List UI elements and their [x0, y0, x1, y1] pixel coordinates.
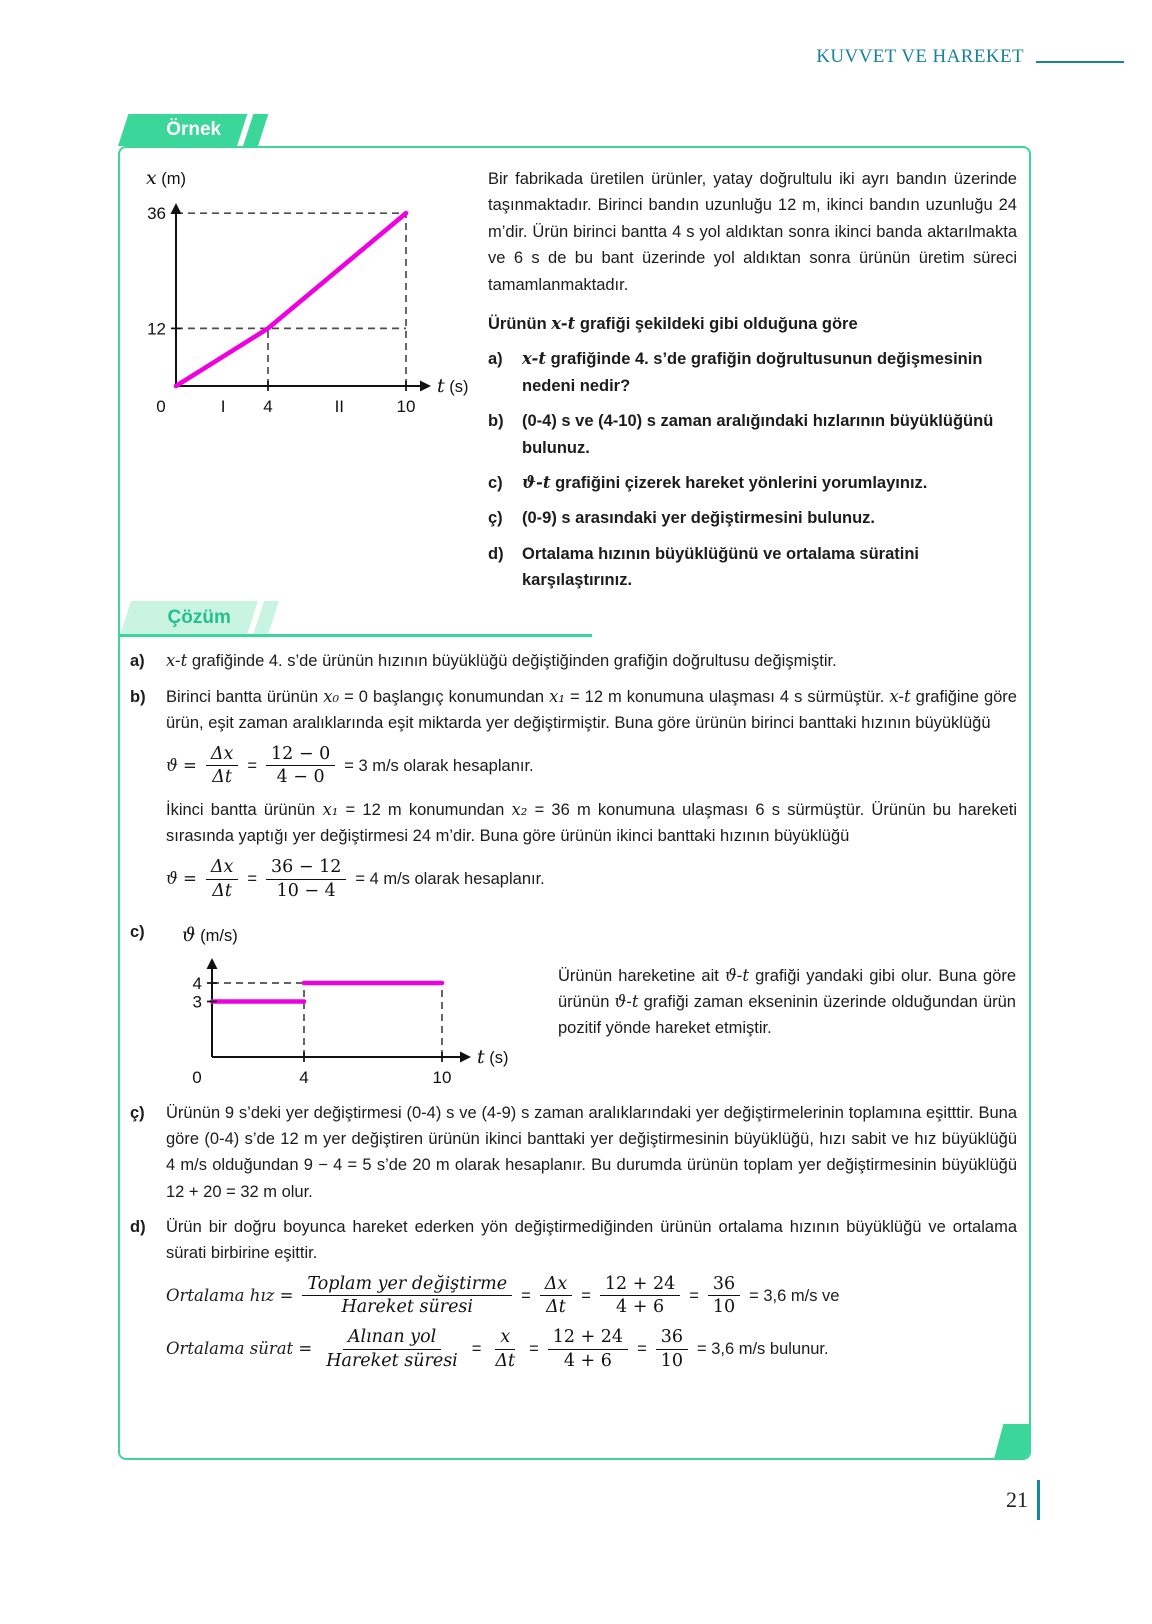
svg-text:0: 0	[192, 1068, 202, 1088]
problem-statement: Bir fabrikada üretilen ürünler, yatay doğrultulu iki ayrı bandın üzerinde taşınmaktadır. Birinci bandın uzunluğu 12 m, ikinci bandın uzunluğu 24 m’dir. Ürün birinci bantta 4 s yol aldıktan sonra ikinci banda aktarılmakta ve 6 s de bu bant üzerinde yol aldıktan sonra ürünün üretim süreci tamamlanmaktadır.	[488, 170, 1017, 294]
solution-text	[166, 684, 1017, 911]
question-item-b	[488, 408, 1017, 461]
question-text: Ortalama hızının büyüklüğünü ve ortalama süratini karşılaştırınız.	[522, 544, 919, 590]
chapter-header	[816, 46, 1124, 68]
chapter-title: KUVVET VE HAREKET	[816, 46, 1024, 67]
question-item-c	[488, 470, 1017, 496]
question-label: ç)	[488, 509, 503, 528]
footer-bar	[1037, 1480, 1040, 1520]
svg-text:II: II	[334, 397, 345, 416]
header-rule	[1036, 61, 1124, 63]
svg-text:ϑ (m/s): ϑ (m/s)	[182, 924, 238, 947]
question-item-d	[488, 541, 1017, 594]
question-label: c)	[488, 473, 503, 492]
question-item-cc	[488, 505, 1017, 531]
solution-paragraph: Ürün bir doğru boyunca hareket ederken yön değiştirmediğinden ürünün ortalama hızının büyüklüğü ve ortalama sürati birbirine eşittir.	[166, 1217, 1017, 1262]
svg-text:t (s): t (s)	[437, 375, 469, 397]
solution-label: d)	[130, 1217, 146, 1236]
solution-text	[166, 919, 1017, 1091]
question-label: a)	[488, 350, 503, 369]
question-text: (0-4) s ve (4-10) s zaman aralığındaki hızlarının büyüklüğünü bulunuz.	[522, 412, 994, 457]
svg-text:t (s): t (s)	[477, 1046, 509, 1069]
question-label: d)	[488, 544, 504, 563]
svg-text:10: 10	[432, 1068, 452, 1088]
question-list	[488, 346, 1017, 593]
solution-item-a	[130, 648, 1017, 674]
position-time-graph	[130, 164, 482, 593]
svg-text:4: 4	[192, 974, 202, 994]
velocity-time-graph-svg	[166, 919, 534, 1091]
solution-paragraph: Birinci bantta ürünün x₀ = 0 başlangıç konumundan x₁ = 12 m konumuna ulaşması 4 s sürmüştür. x-t grafiğine göre ürün, eşit zaman aralıklarında eşit miktarda yer değiştirmiştir. Buna göre ürünün birinci banttaki hızının büyüklüğü	[166, 686, 1017, 732]
solution-underline	[120, 634, 592, 637]
solution-item-cc	[130, 1100, 1017, 1204]
question-row	[130, 164, 1017, 593]
svg-text:x (m): x (m)	[146, 167, 187, 189]
problem-lead: Ürünün x-t grafiği şekildeki gibi olduğuna göre	[488, 313, 858, 333]
velocity-graph-comment: Ürünün hareketine ait ϑ-t grafiği yandaki gibi olur. Buna göre ürünün ϑ-t grafiği zaman ekseninin üzerinde olduğundan ürün pozitif yönde hareket etmiştir.	[558, 966, 1016, 1038]
question-label: b)	[488, 412, 504, 431]
svg-text:0: 0	[156, 397, 166, 416]
average-speed-formula: Ortalama sürat = $\frac{\text{Alınan yol}}{\text{Hareket süresi}}$ = $\frac{x}{\Delta t}$ = $\frac{12 + 24}{4 + 6}$ = $\frac{36}{10}$ = 3,6 m/s bulunur.	[166, 1327, 829, 1371]
svg-text:36: 36	[147, 204, 166, 224]
solution-item-d	[130, 1214, 1017, 1381]
velocity-formula-2: ϑ = $\frac{\Delta x}{\Delta t}$ = $\frac{36 - 12}{10 - 4}$ = 4 m/s olarak hesaplanır.	[166, 857, 545, 901]
svg-text:3: 3	[192, 992, 202, 1012]
question-text: ϑ-t grafiğini çizerek hareket yönlerini yorumlayınız.	[522, 472, 928, 492]
page-number: 21	[1006, 1487, 1028, 1512]
page-footer	[0, 1480, 1040, 1520]
solution-tab-label: Çözüm	[167, 607, 232, 629]
solution-tab-row	[120, 601, 1017, 638]
solution-item-c	[130, 919, 1017, 1091]
position-time-graph-svg	[130, 164, 482, 432]
solution-label: c)	[130, 923, 145, 942]
solution-paragraph: İkinci bantta ürünün x₁ = 12 m konumundan x₂ = 36 m konumuna ulaşması 6 s sürmüştür. Ürünün bu hareketi sırasında yaptığı yer değiştirmesi 24 m’dir. Buna göre ürünün ikinci banttaki hızının büyüklüğü	[166, 799, 1017, 845]
solution-label: b)	[130, 687, 146, 706]
corner-decoration	[994, 1424, 1030, 1459]
velocity-graph-row	[166, 919, 1017, 1091]
question-column	[488, 164, 1017, 593]
svg-text:12: 12	[147, 319, 166, 339]
example-tab	[118, 114, 268, 146]
example-tab-label: Örnek	[165, 119, 221, 140]
velocity-time-graph	[166, 919, 534, 1091]
average-formulas	[166, 1274, 1017, 1372]
question-item-a	[488, 346, 1017, 399]
average-velocity-formula: Ortalama hız = $\frac{\text{Toplam yer değiştirme}}{\text{Hareket süresi}}$ = $\frac{\Delta x}{\Delta t}$ = $\frac{12 + 24}{4 + 6}$ = $\frac{36}{10}$ = 3,6 m/s ve	[166, 1273, 840, 1318]
solution-label: a)	[130, 652, 145, 671]
example-box	[118, 146, 1031, 1460]
svg-text:4: 4	[299, 1068, 309, 1088]
svg-text:4: 4	[263, 397, 273, 416]
solution-body	[130, 648, 1017, 1380]
solution-label: ç)	[130, 1104, 145, 1123]
tab-slash-decoration	[247, 601, 264, 635]
solution-text	[166, 1214, 1017, 1381]
question-text: x-t grafiğinde 4. s’de grafiğin doğrultusunun değişmesinin nedeni nedir?	[522, 349, 983, 395]
velocity-formula-1: ϑ = $\frac{\Delta x}{\Delta t}$ = $\frac{12 - 0}{4 - 0}$ = 3 m/s olarak hesaplanır.	[166, 743, 534, 788]
svg-text:I: I	[220, 397, 226, 416]
question-text: (0-9) s arasındaki yer değiştirmesini bulunuz.	[522, 509, 876, 528]
solution-tab	[120, 601, 279, 635]
solution-text: Ürünün 9 s’deki yer değiştirmesi (0-4) s ve (4-9) s zaman aralıklarındaki yer değiştirmelerinin toplamına eşitttir. Buna göre (0-4) s’de 12 m yer değiştiren ürünün ikinci banttaki yer değiştirmesinin büyüklüğü, hızı sabit ve hız büyüklüğü 4 m/s olduğundan 9 − 4 = 5 s’de 20 m olarak hesaplanır. Bu durumda ürünün toplam yer değiştirmesinin büyüklüğü 12 + 20 = 32 m olur.	[166, 1104, 1017, 1201]
solution-item-b	[130, 684, 1017, 911]
solution-text: x-t grafiğinde 4. s’de ürünün hızının büyüklüğü değiştiğinden grafiğin doğrultusu değişmiştir.	[166, 651, 837, 671]
tab-slash-decoration	[237, 114, 253, 146]
svg-text:10: 10	[396, 397, 416, 416]
